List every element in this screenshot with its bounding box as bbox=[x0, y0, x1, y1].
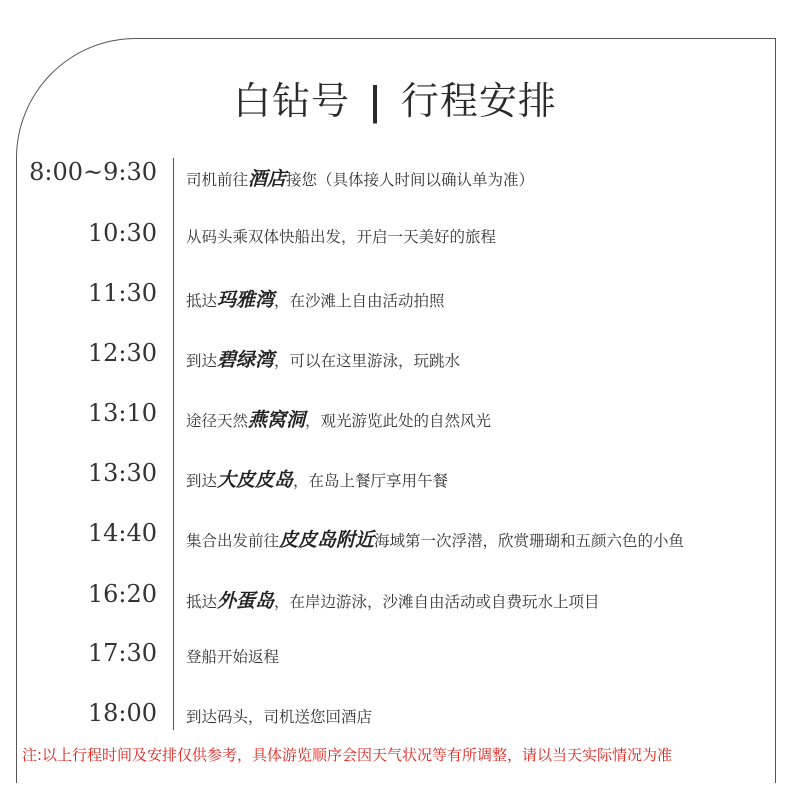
schedule-description: 途径天然燕窝洞，观光游览此处的自然风光 bbox=[186, 409, 492, 431]
schedule-row bbox=[0, 580, 790, 620]
schedule-time: 8:00~9:30 bbox=[29, 158, 157, 186]
title-subtitle: 行程安排 bbox=[400, 79, 557, 123]
title-boat-name: 白钻号 bbox=[233, 79, 351, 123]
disclaimer-note: 注:以上行程时间及安排仅供参考，具体游览顺序会因天气状况等有所调整，请以当天实际情况为准 bbox=[22, 746, 673, 764]
schedule-time: 11:30 bbox=[87, 279, 157, 307]
schedule-time: 10:30 bbox=[87, 219, 157, 247]
schedule-highlight: 外蛋岛 bbox=[217, 590, 275, 612]
schedule-row bbox=[0, 219, 790, 259]
schedule-description: 抵达外蛋岛，在岸边游泳，沙滩自由活动或自费玩水上项目 bbox=[186, 590, 600, 612]
schedule-row bbox=[0, 158, 790, 198]
schedule-description: 抵达玛雅湾，在沙滩上自由活动拍照 bbox=[186, 289, 445, 311]
schedule-description: 登船开始返程 bbox=[186, 648, 280, 666]
schedule-time: 12:30 bbox=[87, 339, 157, 367]
schedule-highlight: 酒店 bbox=[248, 168, 287, 190]
schedule-description: 到达碧绿湾，可以在这里游泳，玩跳水 bbox=[186, 349, 461, 371]
schedule-highlight: 玛雅湾 bbox=[217, 289, 275, 311]
schedule-row bbox=[0, 699, 790, 739]
schedule-row bbox=[0, 399, 790, 439]
schedule-time: 16:20 bbox=[87, 580, 157, 608]
schedule-highlight: 皮皮岛附近 bbox=[279, 529, 375, 551]
schedule-description: 到达大皮皮岛，在岛上餐厅享用午餐 bbox=[186, 469, 449, 491]
schedule-row bbox=[0, 279, 790, 319]
schedule-row bbox=[0, 639, 790, 679]
schedule-highlight: 大皮皮岛 bbox=[217, 469, 294, 491]
schedule-time: 13:30 bbox=[87, 459, 157, 487]
schedule-description: 从码头乘双体快船出发，开启一天美好的旅程 bbox=[186, 228, 497, 246]
schedule-row bbox=[0, 339, 790, 379]
schedule-row bbox=[0, 519, 790, 559]
title-separator: | bbox=[368, 78, 383, 123]
schedule-time: 18:00 bbox=[87, 699, 157, 727]
schedule-description: 司机前往酒店接您（具体接人时间以确认单为准） bbox=[186, 168, 535, 190]
schedule-highlight: 碧绿湾 bbox=[217, 349, 275, 371]
schedule-description: 集合出发前往皮皮岛附近海域第一次浮潜，欣赏珊瑚和五颜六色的小鱼 bbox=[186, 529, 685, 551]
schedule-row bbox=[0, 459, 790, 499]
schedule-description: 到达码头，司机送您回酒店 bbox=[186, 708, 373, 726]
schedule-highlight: 燕窝洞 bbox=[248, 409, 306, 431]
page-title bbox=[0, 70, 790, 125]
schedule-time: 14:40 bbox=[87, 519, 157, 547]
schedule-time: 17:30 bbox=[87, 639, 157, 667]
schedule-time: 13:10 bbox=[87, 399, 157, 427]
